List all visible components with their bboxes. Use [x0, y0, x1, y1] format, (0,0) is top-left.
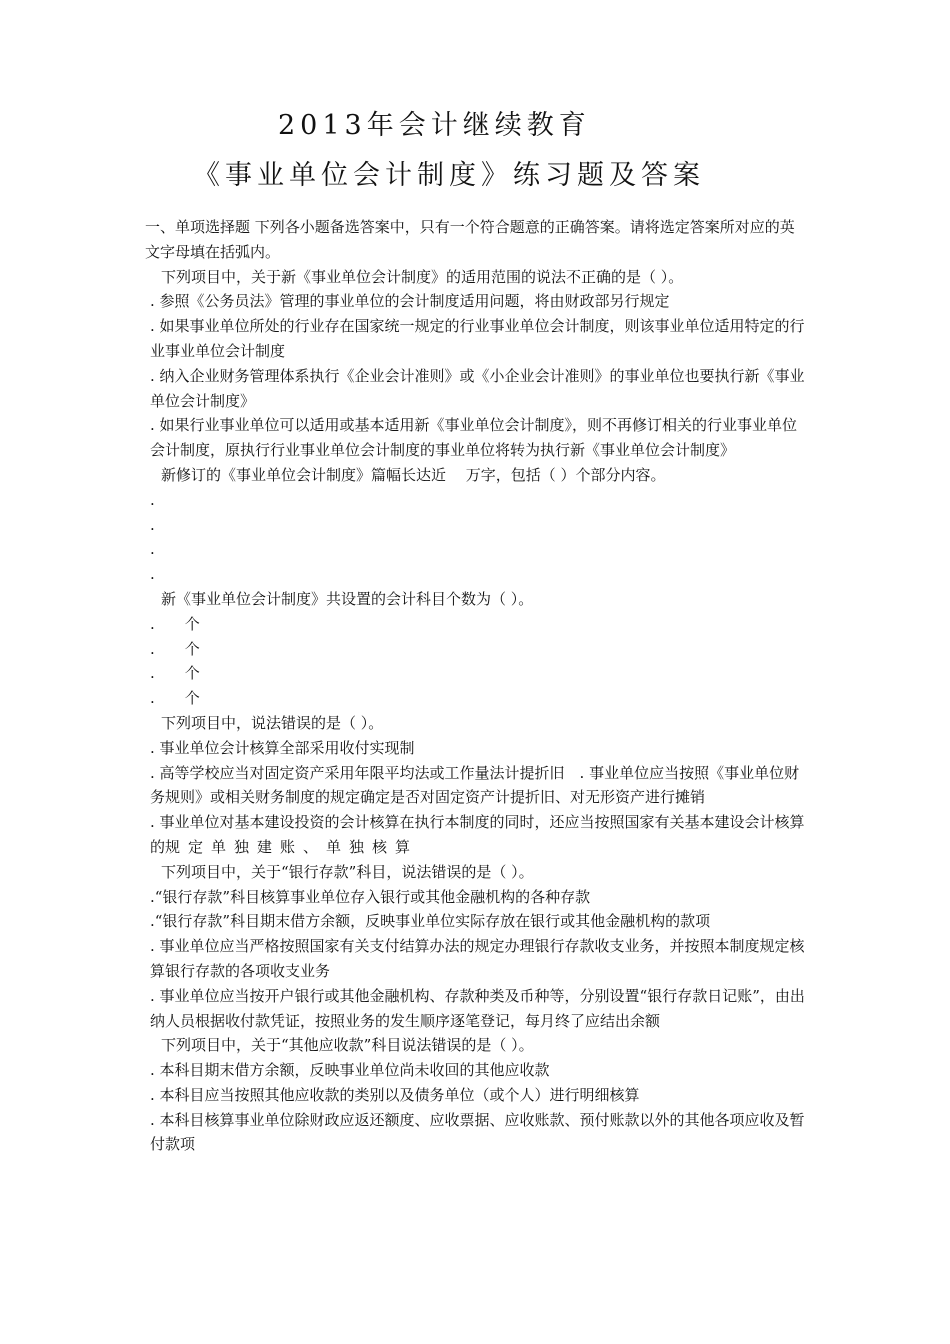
question-4-stem: 下列项目中，说法错误的是（ ）。: [161, 713, 384, 732]
question-5-stem: 下列项目中，关于“银行存款”科目，说法错误的是（ ）。: [161, 862, 534, 881]
question-3-stem: 新《事业单位会计制度》共设置的会计科目个数为（ ）。: [161, 589, 534, 608]
question-4-option-d: [145, 810, 808, 860]
question-4-option-a: . 事业单位会计核算全部采用收付实现制: [150, 738, 415, 757]
question-5-option-c: . 事业单位应当严格按照国家有关支付结算办法的规定办理银行存款收支业务，并按照本制度规定核算银行存款的各项收支业务: [150, 937, 805, 980]
question-6-stem: 下列项目中，关于“其他应收款”科目说法错误的是（ ）。: [161, 1036, 534, 1055]
question-4-option-bc: . 高等学校应当对固定资产采用年限平均法或工作量法计提折旧 . 事业单位应当按照《事业单位财务规则》或相关财务制度的规定确定是否对固定资产计提折旧、对无形资产进行摊销: [150, 763, 800, 807]
question-1-option-b: . 如果事业单位所处的行业存在国家统一规定的行业事业单位会计制度，则该事业单位适用特定的行业事业单位会计制度: [150, 317, 805, 360]
question-2-stem: 新修订的《事业单位会计制度》篇幅长达近 万字，包括（ ）个部分内容。: [161, 465, 666, 484]
question-4-option-d-text: . 事业单位对基本建设投资的会计核算在执行本制度的同时，还应当按照国家有关基本建设会计核算的: [150, 813, 805, 856]
question-3-option-c: . 个: [150, 664, 200, 683]
question-6-option-c: . 本科目核算事业单位除财政应返还额度、应收票据、应收账款、预付账款以外的其他各项应收及暂付款项: [150, 1110, 805, 1154]
section-heading: 一、单项选择题 下列各小题备选答案中，只有一个符合题意的正确答案。请将选定答案所对应的英文字母填在括弧内。: [145, 218, 795, 261]
document-title-line1: 2013年会计继续教育: [278, 110, 591, 141]
question-4-option-d-tail: 规定单独建账、单独核算: [165, 837, 419, 856]
document-body: [145, 215, 808, 1157]
question-3-option-d: . 个: [150, 689, 200, 708]
question-2-option-a: .: [150, 490, 155, 509]
question-3-option-b: . 个: [150, 639, 200, 658]
question-1-option-d: . 如果行业事业单位可以适用或基本适用新《事业单位会计制度》，则不再修订相关的行业事业单位会计制度，原执行行业事业单位会计制度的事业单位将转为执行新《事业单位会计制度》: [150, 416, 798, 460]
question-2-option-b: .: [150, 515, 155, 534]
question-5-option-a: .“银行存款”科目核算事业单位存入银行或其他金融机构的各种存款: [150, 887, 591, 906]
question-2-option-c: .: [150, 540, 155, 559]
question-6-option-a: . 本科目期末借方余额，反映事业单位尚未收回的其他应收款: [150, 1061, 550, 1080]
question-1-option-a: . 参照《公务员法》管理的事业单位的会计制度适用问题，将由财政部另行规定: [150, 292, 670, 311]
question-5-option-b: .“银行存款”科目期末借方余额，反映事业单位实际存放在银行或其他金融机构的款项: [150, 912, 711, 931]
question-3-option-a: . 个: [150, 614, 200, 633]
question-6-option-b: . 本科目应当按照其他应收款的类别以及债务单位（或个人）进行明细核算: [150, 1085, 640, 1104]
question-1-option-c: . 纳入企业财务管理体系执行《企业会计准则》或《小企业会计准则》的事业单位也要执行新《事业单位会计制度》: [150, 366, 805, 410]
document-title-line2: 《事业单位会计制度》练习题及答案: [193, 160, 705, 191]
question-5-option-d: . 事业单位应当按开户银行或其他金融机构、存款种类及币种等，分别设置“银行存款日记账”，由出纳人员根据收付款凭证，按照业务的发生顺序逐笔登记，每月终了应结出余额: [150, 986, 805, 1030]
question-1-stem: 下列项目中，关于新《事业单位会计制度》的适用范围的说法不正确的是（ ）。: [161, 267, 684, 286]
question-2-option-d: .: [150, 565, 155, 584]
